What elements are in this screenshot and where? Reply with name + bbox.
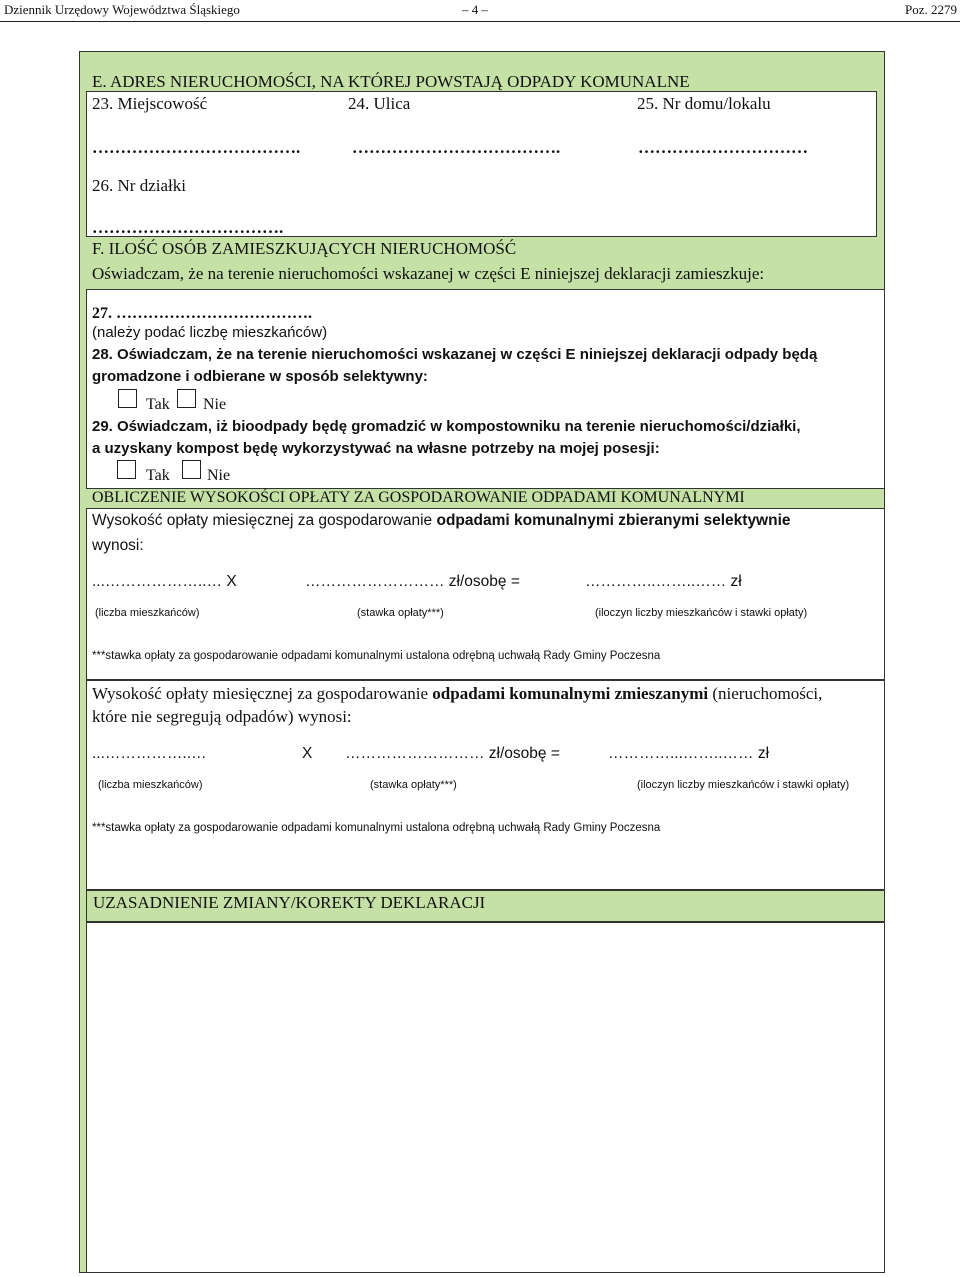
mixed-caption-rate: (stawka opłaty***) [370, 779, 457, 791]
selective-total-field[interactable]: …………..……..…… zł [585, 573, 742, 590]
mixed-caption-total: (iloczyn liczby mieszkańców i stawki opłaty) [637, 779, 850, 791]
field-23-locality[interactable]: ………………………………. [92, 138, 301, 157]
justification-title: UZASADNIENIE ZMIANY/KOREKTY DEKLARACJI [93, 893, 486, 912]
label-26-plot-number: 26. Nr działki [92, 176, 186, 195]
q29-no-label: Nie [207, 467, 231, 484]
position-number: Poz. 2279 [905, 2, 957, 17]
selective-rate-field[interactable]: ……………………… zł/osobę = [305, 573, 520, 590]
mixed-rate-field[interactable]: ……………………… zł/osobę = [345, 745, 560, 762]
journal-title: Dziennik Urzędowy Województwa Śląskiego [4, 2, 240, 17]
mixed-multiply-sign: X [302, 745, 313, 762]
q28-yes-label: Tak [146, 396, 170, 413]
q28-no-label: Nie [203, 396, 227, 413]
question-28-line2: gromadzone i odbierane w sposób selektywny: [92, 368, 428, 385]
selective-caption-rate: (stawka opłaty***) [357, 607, 444, 619]
selective-residents-field[interactable]: ...………………..… X [92, 573, 237, 590]
page-number: – 4 – [462, 2, 488, 17]
q28-no-checkbox[interactable] [177, 389, 196, 408]
mixed-total-field[interactable]: …………...……..…… zł [608, 745, 770, 762]
mixed-residents-field[interactable]: ...……………..… [92, 745, 207, 762]
label-25-house-number: 25. Nr domu/lokalu [637, 94, 771, 113]
field-26-plot-number[interactable]: ……………………………. [92, 218, 284, 237]
q28-yes-checkbox[interactable] [118, 389, 137, 408]
q29-yes-label: Tak [146, 467, 170, 484]
selective-caption-total: (iloczyn liczby mieszkańców i stawki opłaty) [595, 607, 808, 619]
mixed-intro-tail: (nieruchomości, [708, 684, 823, 703]
field-25-house-number[interactable]: ………………………… [638, 138, 808, 157]
justification-text-area[interactable] [86, 922, 885, 1273]
selective-intro-text: Wysokość opłaty miesięcznej za gospodarowanie [92, 512, 437, 529]
q29-no-checkbox[interactable] [182, 460, 201, 479]
mixed-fee-intro [92, 684, 822, 704]
question-28-line1: 28. Oświadczam, że na terenie nieruchomości wskazanej w części E niniejszej deklaracji odpady będą [92, 346, 818, 363]
selective-footnote: ***stawka opłaty za gospodarowanie odpadami komunalnymi ustalona odrębną uchwałą Rady Gminy Poczesna [92, 650, 661, 662]
label-24-street: 24. Ulica [348, 94, 411, 113]
question-29-line1: 29. Oświadczam, iż bioodpady będę gromadzić w kompostowniku na terenie nieruchomości/działki, [92, 418, 801, 435]
selective-intro-bold: odpadami komunalnymi zbieranymi selektywnie [436, 512, 791, 529]
mixed-fee-intro-line2: które nie segregują odpadów) wynosi: [92, 707, 352, 726]
header-divider [0, 21, 960, 22]
field-27-hint: (należy podać liczbę mieszkańców) [92, 324, 328, 341]
page-header [0, 0, 960, 20]
selective-fee-amounts-label: wynosi: [92, 537, 144, 554]
section-f-title: F. ILOŚĆ OSÓB ZAMIESZKUJĄCYCH NIERUCHOMOŚĆ [92, 239, 517, 258]
mixed-intro-bold: odpadami komunalnymi zmieszanymi [432, 684, 709, 703]
section-e-title: E. ADRES NIERUCHOMOŚCI, NA KTÓREJ POWSTAJĄ ODPADY KOMUNALNE [92, 72, 690, 91]
mixed-footnote: ***stawka opłaty za gospodarowanie odpadami komunalnymi ustalona odrębną uchwałą Rady Gminy Poczesna [92, 822, 661, 834]
q29-yes-checkbox[interactable] [117, 460, 136, 479]
calculation-title: OBLICZENIE WYSOKOŚCI OPŁATY ZA GOSPODAROWANIE ODPADAMI KOMUNALNYMI [92, 489, 745, 506]
question-29-line2: a uzyskany kompost będę wykorzystywać na własne potrzeby na mojej posesji: [92, 440, 660, 457]
label-23-locality: 23. Miejscowość [92, 94, 208, 113]
selective-caption-residents: (liczba mieszkańców) [95, 607, 200, 619]
section-f-statement: Oświadczam, że na terenie nieruchomości wskazanej w części E niniejszej deklaracji zamieszkuje: [92, 264, 765, 283]
field-24-street[interactable]: ………………………………. [352, 138, 561, 157]
mixed-intro-text: Wysokość opłaty miesięcznej za gospodarowanie [92, 684, 433, 703]
field-27-residents[interactable]: 27. ………………………………. [92, 305, 312, 322]
mixed-caption-residents: (liczba mieszkańców) [98, 779, 203, 791]
selective-fee-intro [92, 512, 791, 530]
